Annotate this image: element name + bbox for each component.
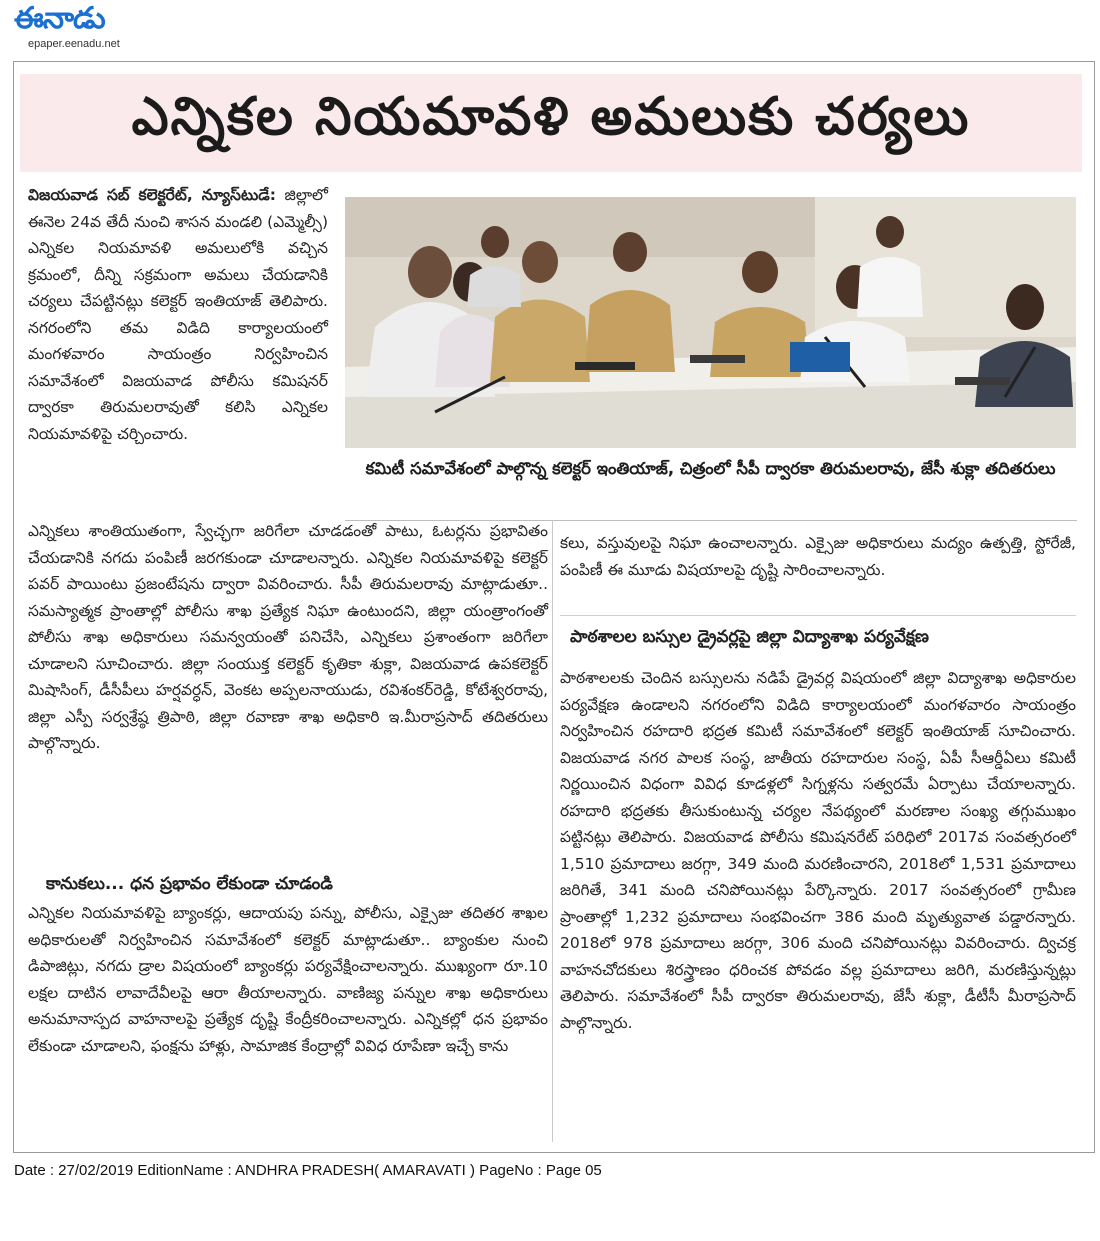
dateline: విజయవాడ సబ్ కలెక్టరేట్, న్యూస్‌టుడే: [28, 186, 276, 204]
article-column-left-continued [28, 518, 548, 757]
subheading-divider [560, 615, 1076, 616]
article-column-intro [28, 182, 328, 447]
left-body-text: ఎన్నికలు శాంతియుతంగా, స్వేచ్ఛగా జరిగేలా చూడడంతో పాటు, ఓటర్లను ప్రభావితం చేయడానికి నగదు పంపిణీ జరగకుండా చూడాలన్నారు. ఎన్నికల నియమావళిపై కలెక్టర్ పవర్ పాయింటు ప్రజంటేషను ద్వారా వివరించారు. సీపీ తిరుమలరావు మాట్లాడుతూ.. సమస్యాత్మక ప్రాంతాల్లో పోలీసు శాఖ ప్రత్యేక నిఘా ఉంటుందని, జిల్లా యంత్రాంగంతో పోలీసు శాఖ అధికారులు సమన్వయంతో పనిచేసి, ఎన్నికలు ప్రశాంతంగా జరిగేలా చూడాలని సూచించారు. జిల్లా సంయుక్త కలెక్టర్ కృతికా శుక్లా, విజయవాడ ఉపకలెక్టర్ మిషాసింగ్, డీసీపీలు హర్షవర్ధన్, వెంకట అప్పలనాయుడు, రవిశంకర్‌రెడ్డి, కోటేశ్వరరావు, జిల్లా ఎస్పీ సర్వశ్రేష్ఠ త్రిపాఠి, జిల్లా రవాణా శాఖ అధికారి ఇ.మీరాప్రసాద్ తదితరులు పాల్గొన్నారు. [28, 522, 548, 752]
column-divider [552, 520, 553, 1142]
edition-footer: Date : 27/02/2019 EditionName : ANDHRA PRADESH( AMARAVATI ) PageNo : Page 05 [14, 1162, 602, 1179]
site-url: epaper.eenadu.net [28, 38, 120, 50]
gifts-body-text: ఎన్నికల నియమావళిపై బ్యాంకర్లు, ఆదాయపు పన్ను, పోలీసు, ఎక్సైజు తదితర శాఖల అధికారులతో నిర్వహించిన సమావేశంలో కలెక్టర్ మాట్లాడుతూ.. బ్యాంకుల నుంచి డిపాజిట్లు, నగదు డ్రాల విషయంలో బ్యాంకర్లు పర్యవేక్షించాలన్నారు. ముఖ్యంగా రూ.10 లక్షల దాటిన లావాదేవీలపై ఆరా తీయాలన్నారు. వాణిజ్య పన్నుల శాఖ అధికారులు అనుమానాస్పద వాహనాలపై ప్రత్యేక దృష్టి కేంద్రీకరించాలన్నారు. ఎన్నికల్లో ధన ప్రభావం లేకుండా చూడాలని, ఫంక్షను హాళ్లు, సామాజిక కేంద్రాల్లో వివిధ రూపేణా ఇచ్చే కాను [28, 904, 548, 1055]
road-safety-text: పాఠశాలలకు చెందిన బస్సులను నడిపే డ్రైవర్ల విషయంలో జిల్లా విద్యాశాఖ అధికారుల పర్యవేక్షణ ఉండాలని నగరంలోని విడిది కార్యాలయంలో మంగళవారం సాయంత్రం నిర్వహించిన రహదారి భద్రత కమిటీ సమావేశంలో కలెక్టర్ ఇంతియాజ్ సూచించారు. విజయవాడ నగర పాలక సంస్థ, జాతీయ రహదారుల సంస్థ, ఏపీ సీఆర్డీఏలు కమిటీ నిర్ణయించిన విధంగా వివిధ కూడళ్లలో సిగ్నళ్లను సత్వరమే ఏర్పాటు చేయాలన్నారు. రహదారి భద్రతకు తీసుకుంటున్న చర్యల నేపథ్యంలో మరణాల సంఖ్య తగ్గుముఖం పట్టినట్లు తెలిపారు. విజయవాడ పోలీసు కమిషనరేట్ పరిధిలో 2017వ సంవత్సరంలో 1,510 ప్రమాదాలు జరగ్గా, 349 మంది మరణించారని, 2018లో 1,531 ప్రమాదాలు జరిగితే, 341 మంది చనిపోయినట్లు పేర్కొన్నారు. 2017 సంవత్సరంలో గ్రామీణ ప్రాంతాల్లో 1,232 ప్రమాదాలు సంభవించగా 386 మంది మృత్యువాత పడ్డారన్నారు. 2018లో 978 ప్రమాదాలు జరగ్గా, 306 మంది చనిపోయినట్లు వివరించారు. ద్విచక్ర వాహనచోదకులు శిరస్త్రాణం ధరించక పోవడం వల్ల ప్రమాదాలు జరిగి, మరణిస్తున్నట్లు తెలిపారు. సమావేశంలో సీపీ ద్వారకా తిరుమలరావు, జేసీ శుక్లా, డీటీసీ మీరాప్రసాద్ పాల్గొన్నారు. [560, 669, 1076, 1032]
eenadu-logo[interactable] [14, 2, 144, 52]
article-column-right-top [560, 530, 1076, 583]
logo-wordmark: ఈనాడు [14, 1, 105, 36]
meeting-photo [345, 197, 1076, 448]
subheading-gifts: కానుకలు... ధన ప్రభావం లేకుండా చూడండి [46, 874, 333, 894]
subheading-school-buses: పాఠశాలల బస్సుల డ్రైవర్లపై జిల్లా విద్యాశాఖ పర్యవేక్షణ [570, 627, 929, 647]
article-column-gifts [28, 900, 548, 1059]
photo-caption: కమిటీ సమావేశంలో పాల్గొన్న కలెక్టర్ ఇంతియాజ్, చిత్రంలో సీపీ ద్వారకా తిరుమలరావు, జేసీ శుక్లా తదితరులు [365, 459, 1056, 478]
article-headline: ఎన్నికల నియమావళి అమలుకు చర్యలు [131, 86, 971, 147]
intro-text: జిల్లాలో ఈనెల 24వ తేదీ నుంచి శాసన మండలి (ఎమ్మెల్సీ) ఎన్నికల నియమావళి అమలులోకి వచ్చిన క్రమంలో, దీన్ని సక్రమంగా అమలు చేయడానికి చర్యలు చేపట్టినట్లు కలెక్టర్ ఇంతియాజ్ తెలిపారు. నగరంలోని తమ విడిది కార్యాలయంలో మంగళవారం సాయంత్రం నిర్వహించిన సమావేశంలో విజయవాడ పోలీసు కమిషనర్ ద్వారకా తిరుమలరావుతో కలిసి ఎన్నికల నియమావళిపై చర్చించారు. [28, 186, 329, 443]
meeting-photo-illustration [345, 197, 1076, 448]
article-column-road-safety [560, 665, 1076, 1036]
right-top-text: కలు, వస్తువులపై నిఘా ఉంచాలన్నారు. ఎక్సైజు అధికారులు మద్యం ఉత్పత్తి, స్టోరేజీ, పంపిణీ ఈ మూడు విషయాలపై దృష్టి సారించాలన్నారు. [560, 534, 1076, 579]
